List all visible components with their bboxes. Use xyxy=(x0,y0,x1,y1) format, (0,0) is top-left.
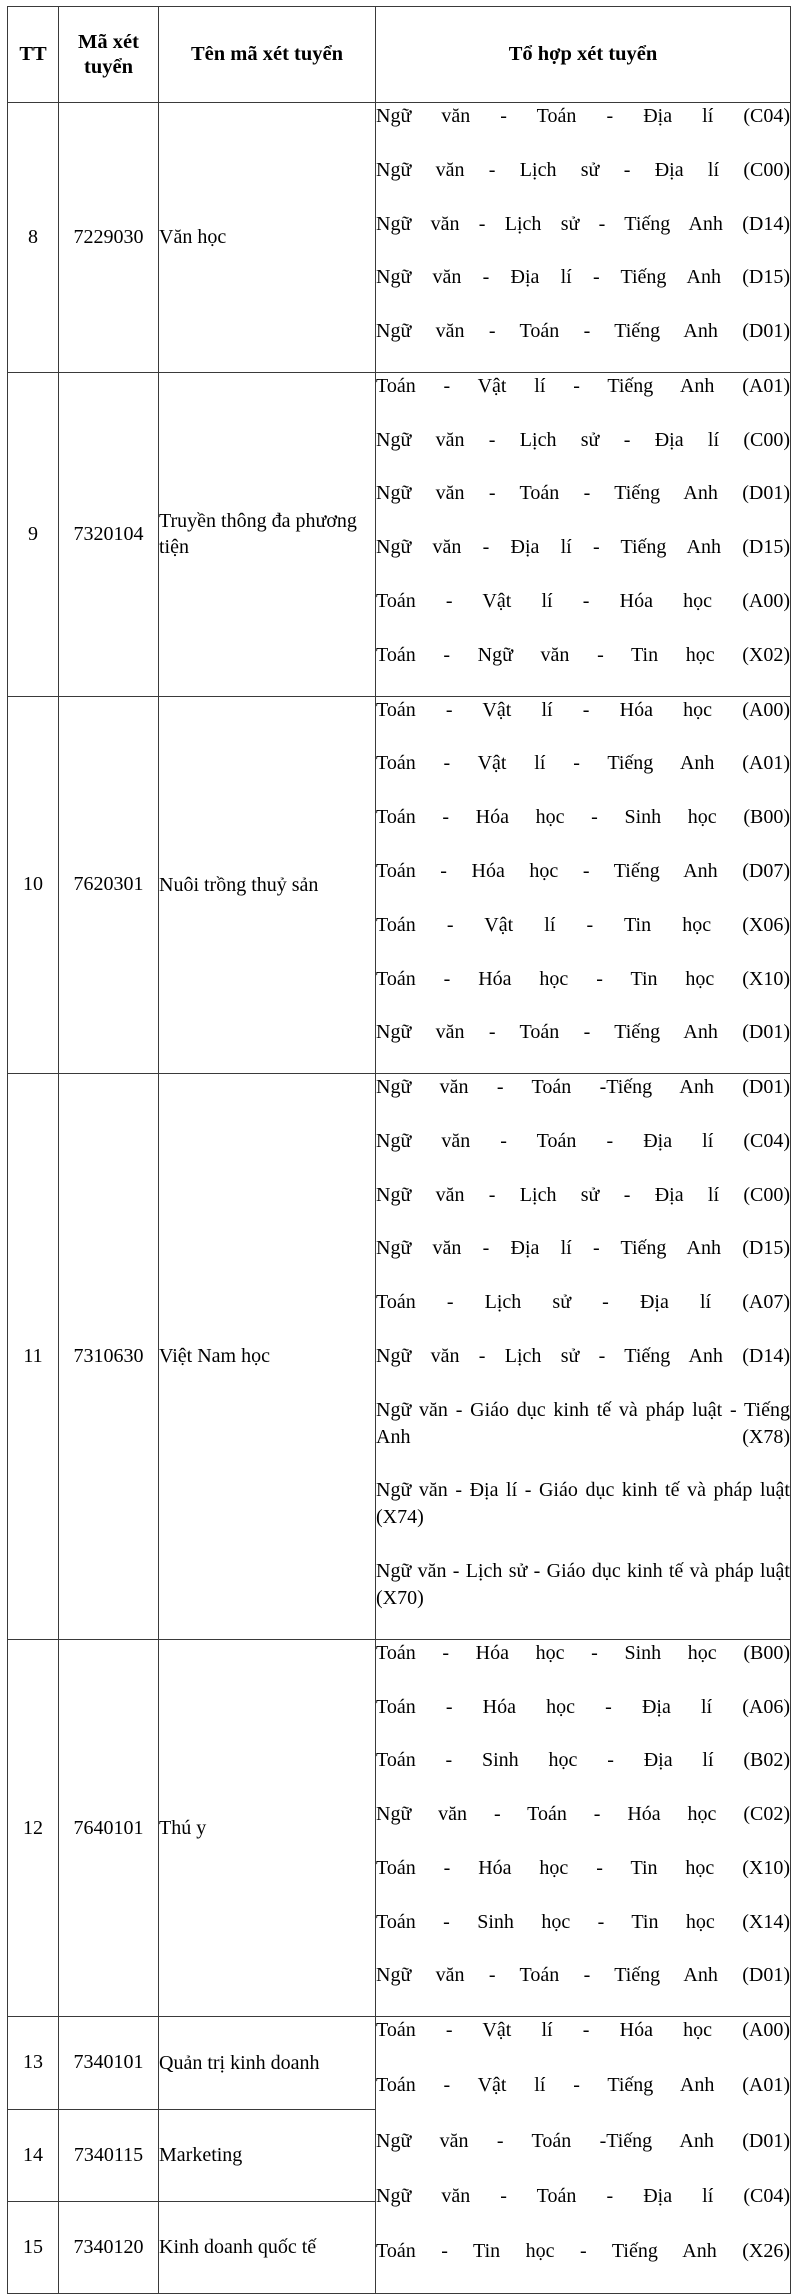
combination-line: Toán - Hóa học - Tin học (X10) xyxy=(376,1856,790,1879)
combination-line: Ngữ văn - Địa lí - Giáo dục kinh tế và pháp luật (X74) xyxy=(376,1479,790,1529)
combination-cell xyxy=(376,103,791,373)
row-index-cell: 9 xyxy=(8,372,59,696)
combination-line: Ngữ văn - Toán -Tiếng Anh (D01) xyxy=(376,2129,790,2152)
combination-line: Ngữ văn - Lịch sử - Địa lí (C00) xyxy=(376,428,790,451)
combination-line: Ngữ văn - Toán - Hóa học (C02) xyxy=(376,1803,790,1826)
table-row xyxy=(8,1074,791,1640)
combination-line: Toán - Hóa học - Sinh học (B00) xyxy=(376,806,790,829)
combination-line: Toán - Vật lí - Tiếng Anh (A01) xyxy=(376,2074,790,2097)
combination-line: Toán - Sinh học - Địa lí (B02) xyxy=(376,1749,790,1772)
combination-line: Toán - Vật lí - Tiếng Anh (A01) xyxy=(376,752,790,775)
combination-line: Toán - Hóa học - Sinh học (B00) xyxy=(376,1641,790,1664)
row-index-cell: 15 xyxy=(8,2201,59,2293)
major-name-cell: Truyền thông đa phương tiện xyxy=(159,372,376,696)
combination-line: Ngữ văn - Toán - Tiếng Anh (D01) xyxy=(376,1964,790,1987)
column-header-combination: Tổ hợp xét tuyển xyxy=(376,7,791,103)
combination-cell xyxy=(376,1639,791,2016)
table-row xyxy=(8,372,791,696)
combination-line: Ngữ văn - Toán -Tiếng Anh (D01) xyxy=(376,1076,790,1099)
combination-line: Ngữ văn - Toán - Tiếng Anh (D01) xyxy=(376,320,790,343)
table-row xyxy=(8,2017,791,2109)
combination-line: Ngữ văn - Lịch sử - Tiếng Anh (D14) xyxy=(376,212,790,235)
column-header-name: Tên mã xét tuyển xyxy=(159,7,376,103)
admission-code-cell: 7340101 xyxy=(59,2017,159,2109)
admission-code-cell: 7340115 xyxy=(59,2109,159,2201)
table-header xyxy=(8,7,791,103)
admission-code-cell: 7229030 xyxy=(59,103,159,373)
combination-line: Toán - Vật lí - Tiếng Anh (A01) xyxy=(376,374,790,397)
row-index-cell: 14 xyxy=(8,2109,59,2201)
combination-line: Ngữ văn - Toán - Tiếng Anh (D01) xyxy=(376,1021,790,1044)
combination-line: Toán - Vật lí - Hóa học (A00) xyxy=(376,590,790,613)
row-index-cell: 12 xyxy=(8,1639,59,2016)
combination-line: Toán - Hóa học - Tiếng Anh (D07) xyxy=(376,859,790,882)
combination-line: Ngữ văn - Lịch sử - Địa lí (C00) xyxy=(376,158,790,181)
combination-cell xyxy=(376,2017,791,2294)
row-index-cell: 8 xyxy=(8,103,59,373)
column-header-tt: TT xyxy=(8,7,59,103)
combination-line: Toán - Hóa học - Tin học (X10) xyxy=(376,967,790,990)
combination-line: Toán - Sinh học - Tin học (X14) xyxy=(376,1910,790,1933)
combination-line: Toán - Vật lí - Tin học (X06) xyxy=(376,913,790,936)
combination-line: Ngữ văn - Toán - Địa lí (C04) xyxy=(376,2184,790,2207)
combination-cell xyxy=(376,696,791,1073)
combination-line: Ngữ văn - Lịch sử - Giáo dục kinh tế và pháp luật (X70) xyxy=(376,1560,790,1609)
admission-code-cell: 7320104 xyxy=(59,372,159,696)
combination-cell xyxy=(376,1074,791,1640)
combination-line: Toán - Hóa học - Địa lí (A06) xyxy=(376,1695,790,1718)
combination-line: Toán - Lịch sử - Địa lí (A07) xyxy=(376,1291,790,1314)
combination-line: Toán - Vật lí - Hóa học (A00) xyxy=(376,2019,790,2042)
combination-line: Toán - Ngữ văn - Tin học (X02) xyxy=(376,643,790,666)
major-name-cell: Thú y xyxy=(159,1639,376,2016)
table-body xyxy=(8,103,791,2294)
combination-line: Toán - Vật lí - Hóa học (A00) xyxy=(376,698,790,721)
column-header-code: Mã xét tuyển xyxy=(59,7,159,103)
table-row xyxy=(8,696,791,1073)
table-row xyxy=(8,1639,791,2016)
combination-line: Ngữ văn - Địa lí - Tiếng Anh (D15) xyxy=(376,266,790,289)
major-name-cell: Marketing xyxy=(159,2109,376,2201)
combination-cell xyxy=(376,372,791,696)
combination-line: Ngữ văn - Toán - Địa lí (C04) xyxy=(376,1129,790,1152)
major-name-cell: Nuôi trồng thuỷ sản xyxy=(159,696,376,1073)
combination-line: Toán - Tin học - Tiếng Anh (X26) xyxy=(376,2239,790,2262)
major-name-cell: Quản trị kinh doanh xyxy=(159,2017,376,2109)
admission-table xyxy=(7,6,791,2294)
combination-line: Ngữ văn - Toán - Địa lí (C04) xyxy=(376,105,790,127)
admission-code-cell: 7310630 xyxy=(59,1074,159,1640)
combination-line: Ngữ văn - Giáo dục kinh tế và pháp luật - Tiếng Anh (X78) xyxy=(376,1398,790,1448)
row-index-cell: 13 xyxy=(8,2017,59,2109)
major-name-cell: Kinh doanh quốc tế xyxy=(159,2201,376,2293)
admission-code-cell: 7640101 xyxy=(59,1639,159,2016)
major-name-cell: Văn học xyxy=(159,103,376,373)
table-row xyxy=(8,103,791,373)
admission-code-cell: 7620301 xyxy=(59,696,159,1073)
row-index-cell: 11 xyxy=(8,1074,59,1640)
combination-line: Ngữ văn - Địa lí - Tiếng Anh (D15) xyxy=(376,1237,790,1260)
combination-line: Ngữ văn - Lịch sử - Địa lí (C00) xyxy=(376,1183,790,1206)
combination-line: Ngữ văn - Lịch sử - Tiếng Anh (D14) xyxy=(376,1344,790,1367)
combination-line: Ngữ văn - Địa lí - Tiếng Anh (D15) xyxy=(376,536,790,559)
header-row xyxy=(8,7,791,103)
combination-line: Ngữ văn - Toán - Tiếng Anh (D01) xyxy=(376,482,790,505)
major-name-cell: Việt Nam học xyxy=(159,1074,376,1640)
row-index-cell: 10 xyxy=(8,696,59,1073)
admission-code-cell: 7340120 xyxy=(59,2201,159,2293)
